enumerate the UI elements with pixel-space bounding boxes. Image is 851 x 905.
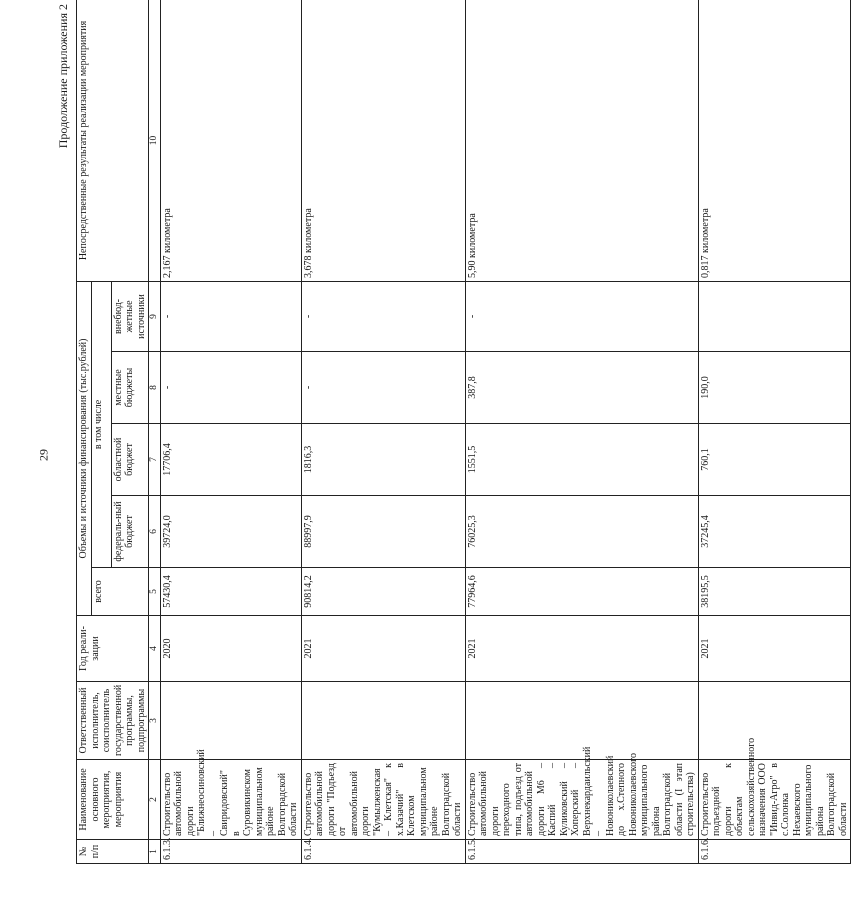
column-number: 2 [149,760,161,840]
header-extra: внебюд-жетные источники [111,281,149,351]
row-regional: 1551,5 [465,424,698,496]
column-number: 6 [149,496,161,568]
row-extra: - [465,281,698,351]
header-results: Непосредственные результаты реализации мероприятия [77,0,149,281]
row-result: 3,678 километра [301,0,465,281]
row-local: - [301,352,465,424]
row-num: 6.1.5. [465,840,698,864]
row-year: 2020 [160,616,301,682]
row-name: Строительство автомобильной дороги "Ближнеосиновский – Свиридовский" в Суровикинском муниципальном районе Волгоградской области [160,760,301,840]
row-num: 6.1.3. [160,840,301,864]
row-executor [160,682,301,760]
column-number: 7 [149,424,161,496]
row-executor [301,682,465,760]
table-row [301,0,465,864]
header-name: Наименование основного мероприятия, мероприятия [77,760,149,840]
row-num: 6.1.4. [301,840,465,864]
row-local: 190,0 [698,352,851,424]
row-total: 38195,5 [698,568,851,616]
header-total: всего [91,568,149,616]
row-extra [698,281,851,351]
row-federal: 88997,9 [301,496,465,568]
row-local: 387,8 [465,352,698,424]
row-total: 77964,6 [465,568,698,616]
funding-table [76,0,851,864]
row-total: 57430,4 [160,568,301,616]
row-executor [698,682,851,760]
column-number: 3 [149,682,161,760]
row-regional: 17706,4 [160,424,301,496]
row-extra: - [160,281,301,351]
column-number: 4 [149,616,161,682]
table-row [160,0,301,864]
row-federal: 39724,0 [160,496,301,568]
row-year: 2021 [301,616,465,682]
header-federal: федераль-ный бюджет [111,496,149,568]
header-executor: Ответственный исполнитель, соисполнитель государственной программы, подпрограммы [77,682,149,760]
column-number: 9 [149,281,161,351]
row-result: 0,817 километра [698,0,851,281]
column-number: 10 [149,0,161,281]
header-year: Год реали-зации [77,616,149,682]
rotated-page-content [56,0,849,864]
row-num: 6.1.6. [698,840,851,864]
header-num: № п/п [77,840,149,864]
row-result: 5,90 километра [465,0,698,281]
row-total: 90814,2 [301,568,465,616]
row-year: 2021 [698,616,851,682]
continuation-label: Продолжение приложения 2 [56,4,70,149]
row-federal: 76025,3 [465,496,698,568]
column-number: 5 [149,568,161,616]
row-regional: 760,1 [698,424,851,496]
row-name: Строительство подъездной дороги к объектам сельскохозяйственного назначения ООО "Инвид-Агро" в с.Солонка Нехаевского муниципального района Волгоградской области [698,760,851,840]
row-federal: 37245,4 [698,496,851,568]
header-including: в том числе [91,281,111,567]
header-local: местные бюджеты [111,352,149,424]
row-name: Строительство автомобильной дороги "Подъезд от автомобильной дороги "Кумылженская – Клетская" к х.Казачий" в Клетском муниципальном районе Волгоградской области [301,760,465,840]
row-year: 2021 [465,616,698,682]
table-row [465,0,698,864]
row-extra: - [301,281,465,351]
header-regional: областной бюджет [111,424,149,496]
column-number: 1 [149,840,161,864]
row-result: 2,167 километра [160,0,301,281]
table-row [698,0,851,864]
header-funding: Объемы и источники финансирования (тыс.рублей) [77,281,92,615]
column-number: 8 [149,352,161,424]
page-number: 29 [36,449,51,461]
row-name: Строительство автомобильной дороги переходного типа, подъезд от автомобильной дороги М6 – Каспий – Куликовский – Хоперский – Верхнекардаильский – Новониколаевский до х.Степного Новониколаевского муниципального района Волгоградской области (I этап строительства) [465,760,698,840]
row-local: - [160,352,301,424]
row-regional: 1816,3 [301,424,465,496]
